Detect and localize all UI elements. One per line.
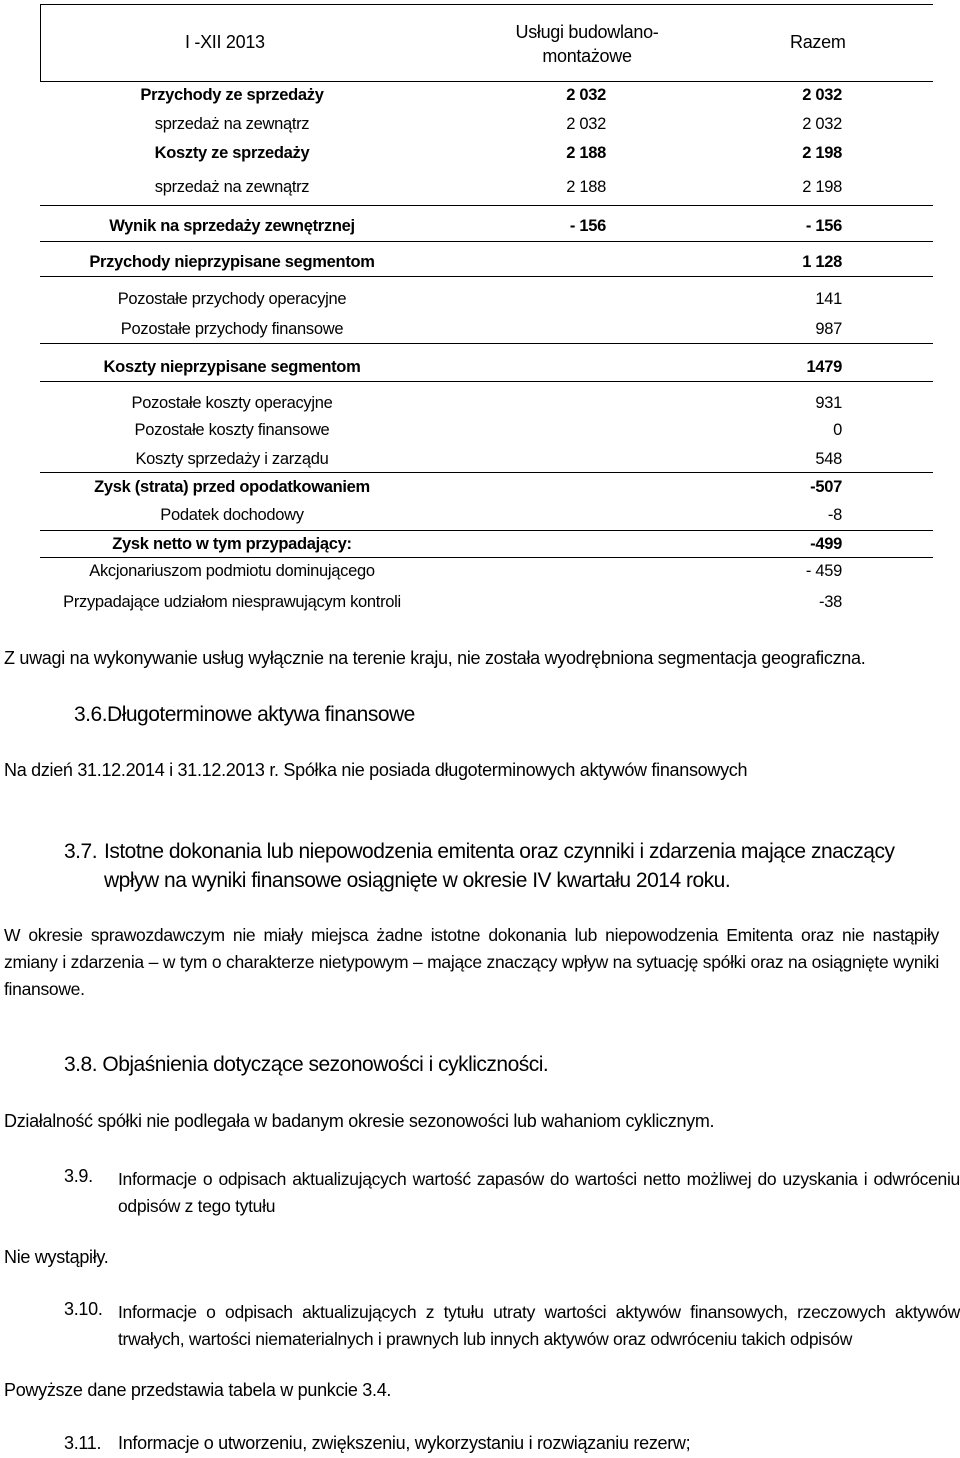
table-row-label: Zysk (strata) przed opodatkowaniem <box>94 478 370 496</box>
table-row-label: Koszty nieprzypisane segmentom <box>103 358 361 376</box>
table-row-label: Pozostałe przychody finansowe <box>120 320 344 338</box>
section-3-6-text: Na dzień 31.12.2014 i 31.12.2013 r. Spółka nie posiada długoterminowych aktywów finansowych <box>4 760 748 780</box>
table-cell-total: 548 <box>815 450 842 468</box>
section-3-10-text: Powyższe dane przedstawia tabela w punkcie 3.4. <box>4 1380 392 1400</box>
section-title: Długoterminowe aktywa finansowe <box>107 703 415 726</box>
header-col-construction-line2: montażowe <box>542 46 632 66</box>
table-cell-total: 987 <box>815 320 842 338</box>
section-3-11-number: 3.11. <box>64 1433 102 1453</box>
section-3-8-text: Działalność spółki nie podlegała w badanym okresie sezonowości lub wahaniom cyklicznym. <box>4 1111 715 1131</box>
table-row-label: Pozostałe przychody operacyjne <box>117 290 347 308</box>
table-row-label: Pozostałe koszty finansowe <box>134 421 330 439</box>
table-cell-total: 2 032 <box>802 115 842 133</box>
table-cell-total: 1479 <box>806 358 842 376</box>
row-divider <box>40 530 933 531</box>
table-row-label: Koszty ze sprzedaży <box>154 144 310 162</box>
table-top-border <box>40 4 933 5</box>
table-row-label: sprzedaż na zewnątrz <box>154 178 310 196</box>
table-row-label: Wynik na sprzedaży zewnętrznej <box>109 217 355 235</box>
table-cell-total: 141 <box>815 290 842 308</box>
table-cell-total: 2 198 <box>802 178 842 196</box>
section-3-11-title: Informacje o utworzeniu, zwiększeniu, wykorzystaniu i rozwiązaniu rezerw; <box>118 1433 691 1453</box>
section-number: 3.6. <box>74 703 108 726</box>
section-3-7-text: W okresie sprawozdawczym nie miały miejsca żadne istotne dokonania lub niepowodzenia Emitenta oraz nie nastąpiły zmiany i zdarzenia – w tym o charakterze nietypowym – mające znaczący wpływ na sytuację spółki oraz na osiągnięte wyniki finansowe. <box>4 925 939 999</box>
table-cell-total: 1 128 <box>802 253 842 271</box>
table-cell-total: - 459 <box>805 562 842 580</box>
table-row-label: Podatek dochodowy <box>160 506 304 524</box>
section-3-10-number: 3.10. <box>64 1299 103 1319</box>
table-header-divider <box>40 81 933 82</box>
table-row-label: Akcjonariuszom podmiotu dominującego <box>89 562 375 580</box>
table-cell-total: 2 032 <box>802 86 842 104</box>
table-cell-total: 2 198 <box>802 144 842 162</box>
section-3-9-text: Nie wystąpiły. <box>4 1247 109 1267</box>
section-3-10-title: Informacje o odpisach aktualizujących z tytułu utraty wartości aktywów finansowych, rzeczowych aktywów trwałych, wartości niematerialnych i prawnych lub innych aktywów oraz odwróceniu takich odpisów <box>118 1302 960 1349</box>
section-title: Objaśnienia dotyczące sezonowości i cykliczności. <box>102 1053 549 1076</box>
table-cell-construction: - 156 <box>569 217 606 235</box>
row-divider <box>40 343 933 344</box>
table-row-label: Koszty sprzedaży i zarządu <box>135 450 329 468</box>
table-cell-construction: 2 188 <box>566 144 606 162</box>
header-col-construction-line1: Usługi budowlano- <box>515 22 659 42</box>
section-3-7-title-line1: Istotne dokonania lub niepowodzenia emitenta oraz czynniki i zdarzenia mające znaczący <box>104 840 895 863</box>
row-divider <box>40 472 933 473</box>
header-col-total: Razem <box>790 32 846 52</box>
table-cell-total: 931 <box>815 394 842 412</box>
table-row-label: Przychody ze sprzedaży <box>140 86 324 104</box>
section-number: 3.8. <box>64 1053 98 1076</box>
row-divider <box>40 241 933 242</box>
row-divider <box>40 276 933 277</box>
table-cell-total: - 156 <box>805 217 842 235</box>
table-cell-total: -8 <box>827 506 842 524</box>
section-3-9-number: 3.9. <box>64 1166 93 1186</box>
table-cell-construction: 2 032 <box>566 115 606 133</box>
table-cell-construction: 2 188 <box>566 178 606 196</box>
table-row-label: sprzedaż na zewnątrz <box>154 115 310 133</box>
row-divider <box>40 557 933 558</box>
table-cell-total: -38 <box>819 593 842 611</box>
section-3-7-number: 3.7. <box>64 840 98 863</box>
table-cell-construction: 2 032 <box>566 86 606 104</box>
section-3-8-heading <box>64 1053 548 1077</box>
table-row-label: Zysk netto w tym przypadający: <box>112 535 352 553</box>
table-row-label: Pozostałe koszty operacyjne <box>131 394 333 412</box>
table-row-label: Przychody nieprzypisane segmentom <box>89 253 375 271</box>
row-divider <box>40 381 933 382</box>
section-3-9-title: Informacje o odpisach aktualizujących wartość zapasów do wartości netto możliwej do uzyskania i odwróceniu odpisów z tego tytułu <box>118 1169 960 1216</box>
row-divider <box>40 205 933 206</box>
table-row-label: Przypadające udziałom niesprawującym kontroli <box>63 593 401 611</box>
table-cell-total: -499 <box>810 535 842 553</box>
section-3-6-heading <box>74 703 415 727</box>
note-geographic-segmentation: Z uwagi na wykonywanie usług wyłącznie na terenie kraju, nie została wyodrębniona segmentacja geograficzna. <box>4 648 866 668</box>
table-cell-total: 0 <box>833 421 842 439</box>
section-3-7-title-line2: wpływ na wyniki finansowe osiągnięte w okresie IV kwartału 2014 roku. <box>104 869 731 892</box>
header-period: I -XII 2013 <box>185 32 265 52</box>
table-left-border <box>40 4 41 81</box>
header-col-construction <box>500 20 674 68</box>
table-cell-total: -507 <box>810 478 842 496</box>
